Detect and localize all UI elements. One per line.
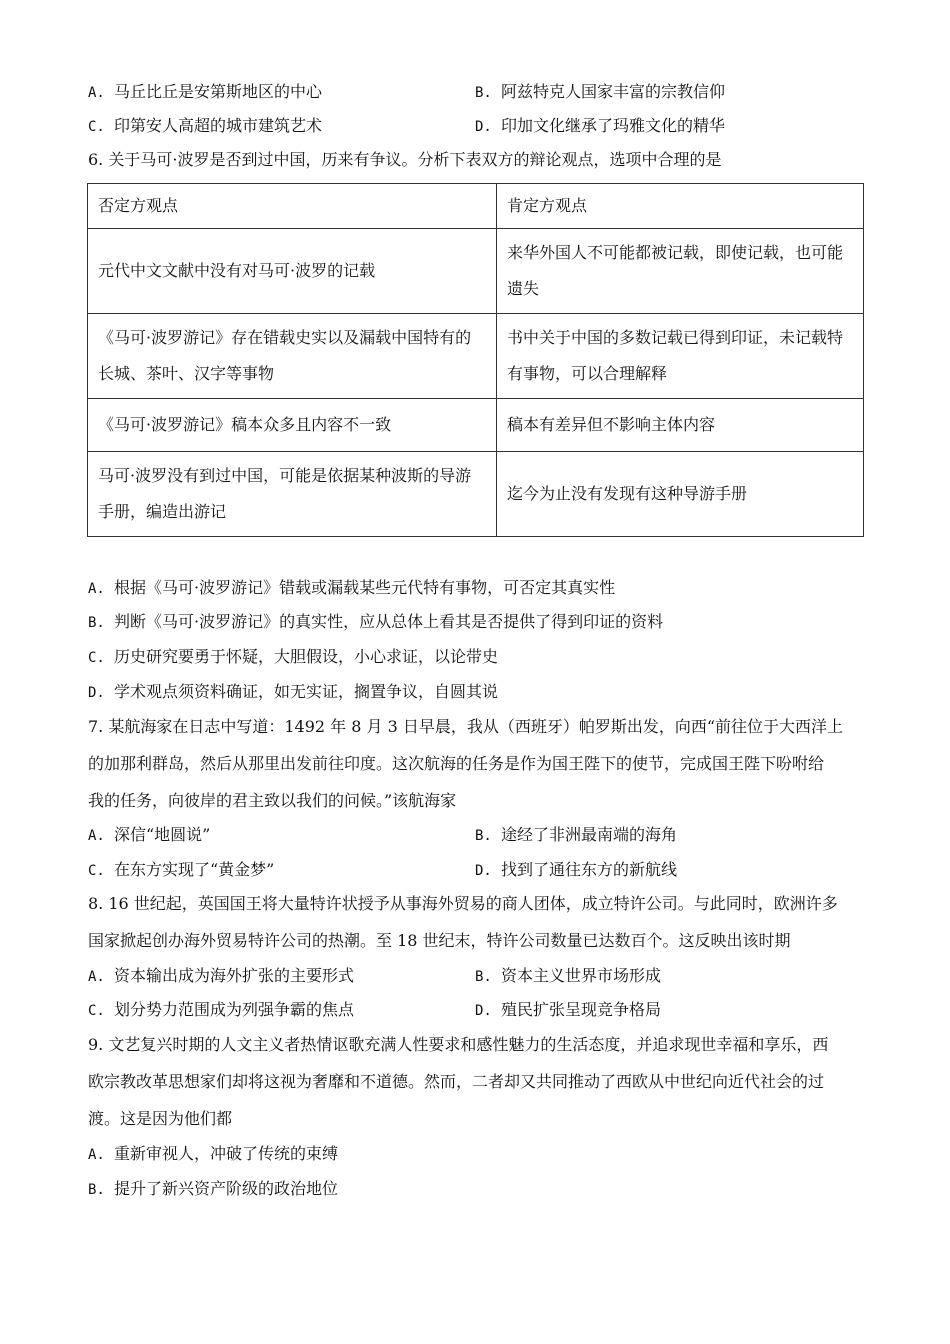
q6-option-c[interactable] <box>88 647 498 668</box>
table-cell: 稿本有差异但不影响主体内容 <box>497 399 864 452</box>
option-letter: B. <box>475 85 492 101</box>
q6-option-b[interactable] <box>88 612 663 633</box>
option-text: 马丘比丘是安第斯地区的中心 <box>114 82 323 101</box>
option-text: 途经了非洲最南端的海角 <box>501 825 678 844</box>
table-row <box>88 452 864 537</box>
table-row <box>88 399 864 452</box>
q7-option-b[interactable] <box>475 825 677 846</box>
option-text: 资本主义世界市场形成 <box>501 966 662 985</box>
q7-stem-line: 7. 某航海家在日志中写道：1492 年 8 月 3 日早晨，我从（西班牙）帕罗斯出发，向西“前往位于大西洋上 <box>88 717 844 736</box>
q5-option-d[interactable] <box>475 116 725 137</box>
table-cell: 《马可·波罗游记》稿本众多且内容不一致 <box>88 399 497 452</box>
table-cell: 马可·波罗没有到过中国，可能是依据某种波斯的导游手册，编造出游记 <box>88 452 497 537</box>
option-text: 殖民扩张呈现竞争格局 <box>501 1000 662 1019</box>
option-text: 学术观点须资料确证，如无实证，搁置争议，自圆其说 <box>114 682 499 701</box>
option-text: 提升了新兴资产阶级的政治地位 <box>114 1179 339 1198</box>
option-letter: A. <box>88 969 105 985</box>
option-text: 根据《马可·波罗游记》错载或漏载某些元代特有事物，可否定其真实性 <box>114 578 616 597</box>
q6-option-a[interactable] <box>88 578 615 599</box>
q8-option-d[interactable] <box>475 1000 661 1021</box>
q7-stem-line: 的加那利群岛，然后从那里出发前往印度。这次航海的任务是作为国王陛下的使节，完成国王陛下吩咐给 <box>88 754 825 773</box>
q8-option-a[interactable] <box>88 966 354 987</box>
option-text: 印加文化继承了玛雅文化的精华 <box>501 116 726 135</box>
option-letter: A. <box>88 828 105 844</box>
option-letter: D. <box>475 863 492 879</box>
option-letter: B. <box>88 1182 105 1198</box>
option-letter: B. <box>475 828 492 844</box>
q8-option-b[interactable] <box>475 966 661 987</box>
option-text: 历史研究要勇于怀疑，大胆假设，小心求证，以论带史 <box>114 647 499 666</box>
q7-option-a[interactable] <box>88 825 210 846</box>
table-header-cell: 否定方观点 <box>88 184 497 229</box>
q8-stem-line: 国家掀起创办海外贸易特许公司的热潮。至 18 世纪末，特许公司数量已达数百个。这反映出该时期 <box>88 931 791 950</box>
q8-stem-line: 8. 16 世纪起，英国国王将大量特许状授予从事海外贸易的商人团体，成立特许公司。与此同时，欧洲许多 <box>88 894 838 913</box>
table-header-cell: 肯定方观点 <box>497 184 864 229</box>
q5-option-b[interactable] <box>475 82 725 103</box>
table-cell: 《马可·波罗游记》存在错载史实以及漏载中国特有的长城、茶叶、汉字等事物 <box>88 314 497 399</box>
option-text: 在东方实现了“黄金梦” <box>114 860 275 879</box>
option-letter: D. <box>475 1003 492 1019</box>
option-text: 判断《马可·波罗游记》的真实性，应从总体上看其是否提供了得到印证的资料 <box>114 612 664 631</box>
q7-stem-line: 我的任务，向彼岸的君主致以我们的问候。”该航海家 <box>88 791 457 810</box>
table-header-row <box>88 184 864 229</box>
q9-option-a[interactable] <box>88 1144 338 1165</box>
option-letter: B. <box>475 969 492 985</box>
option-letter: A. <box>88 1147 105 1163</box>
debate-table <box>87 183 864 537</box>
option-text: 划分势力范围成为列强争霸的焦点 <box>114 1000 355 1019</box>
option-text: 资本输出成为海外扩张的主要形式 <box>114 966 355 985</box>
option-letter: B. <box>88 615 105 631</box>
option-letter: C. <box>88 863 105 879</box>
q9-stem-line: 欧宗教改革思想家们却将这视为奢靡和不道德。然而，二者却又共同推动了西欧从中世纪向近代社会的过 <box>88 1072 825 1091</box>
option-letter: A. <box>88 85 105 101</box>
q6-stem: 6. 关于马可·波罗是否到过中国，历来有争议。分析下表双方的辩论观点，选项中合理的是 <box>88 150 722 169</box>
table-cell: 迄今为止没有发现有这种导游手册 <box>497 452 864 537</box>
q7-option-c[interactable] <box>88 860 274 881</box>
option-letter: D. <box>88 685 105 701</box>
table-cell: 来华外国人不可能都被记载，即使记载，也可能遗失 <box>497 229 864 314</box>
q9-stem-line: 渡。这是因为他们都 <box>88 1109 233 1128</box>
q7-option-d[interactable] <box>475 860 677 881</box>
option-letter: A. <box>88 581 105 597</box>
option-text: 重新审视人，冲破了传统的束缚 <box>114 1144 339 1163</box>
table-cell: 元代中文文献中没有对马可·波罗的记载 <box>88 229 497 314</box>
q8-option-c[interactable] <box>88 1000 354 1021</box>
q5-option-a[interactable] <box>88 82 322 103</box>
option-text: 印第安人高超的城市建筑艺术 <box>114 116 323 135</box>
q5-option-c[interactable] <box>88 116 322 137</box>
table-row <box>88 229 864 314</box>
option-text: 深信“地圆说” <box>114 825 211 844</box>
option-letter: C. <box>88 650 105 666</box>
table-cell: 书中关于中国的多数记载已得到印证，未记载特有事物，可以合理解释 <box>497 314 864 399</box>
table-row <box>88 314 864 399</box>
option-letter: C. <box>88 1003 105 1019</box>
q9-option-b[interactable] <box>88 1179 338 1200</box>
option-text: 阿兹特克人国家丰富的宗教信仰 <box>501 82 726 101</box>
option-letter: C. <box>88 119 105 135</box>
option-text: 找到了通往东方的新航线 <box>501 860 678 879</box>
q9-stem-line: 9. 文艺复兴时期的人文主义者热情讴歌充满人性要求和感性魅力的生活态度，并追求现世幸福和享乐，西 <box>88 1035 829 1054</box>
option-letter: D. <box>475 119 492 135</box>
q6-option-d[interactable] <box>88 682 498 703</box>
